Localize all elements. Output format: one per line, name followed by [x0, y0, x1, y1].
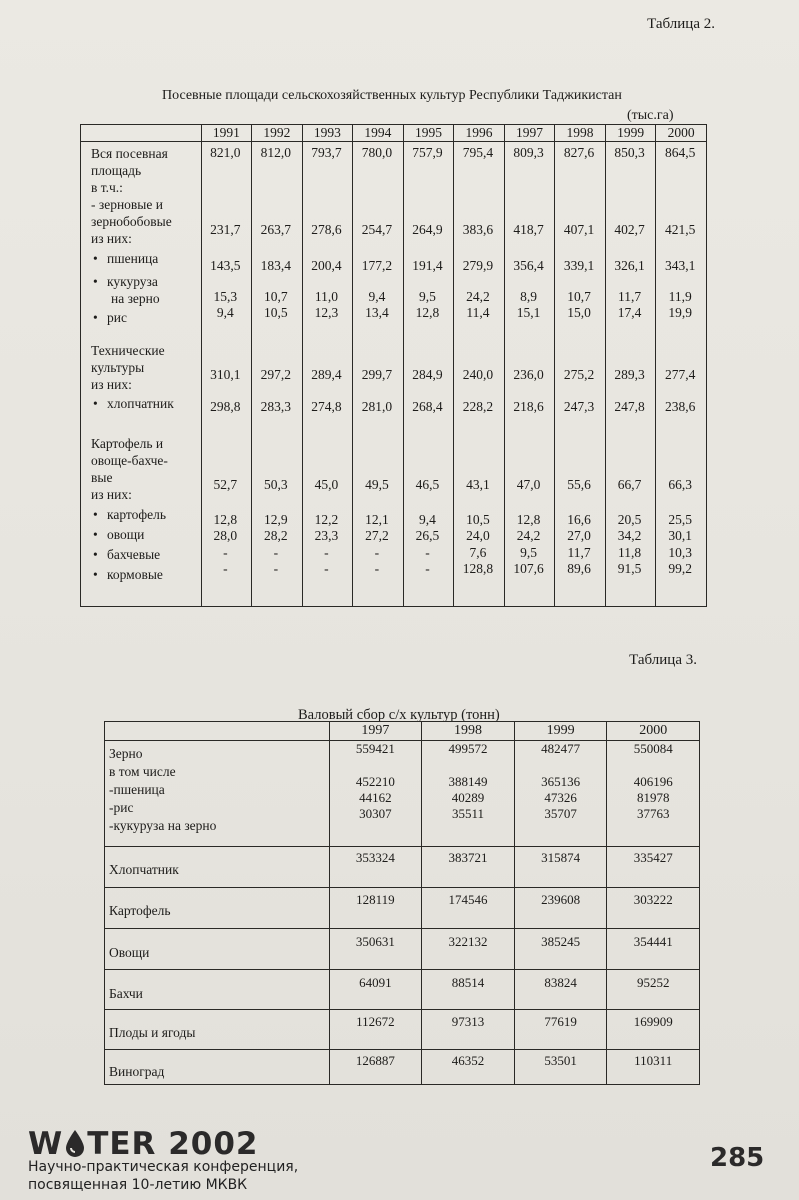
table2-col-1996	[454, 142, 505, 607]
table3-value-cell	[514, 970, 607, 1010]
table2-value: 177,2	[361, 258, 393, 273]
table3-value: 452210	[355, 774, 395, 789]
table2-value: 15,1	[516, 305, 541, 320]
bullet-icon: •	[93, 274, 98, 289]
table2-year-1994: 1994	[353, 125, 404, 142]
table2-value: 11,9	[668, 289, 692, 304]
table3-value-cell	[329, 741, 422, 847]
table2-value: 12,9	[264, 512, 288, 527]
table3-value: 46352	[451, 1053, 485, 1068]
table3-body	[105, 741, 700, 1085]
row-label: культуры	[91, 360, 145, 375]
table2-value: 27,0	[567, 528, 591, 543]
bullet-icon: •	[93, 547, 98, 562]
table2-value: 9,4	[216, 305, 234, 320]
bullet-icon: •	[93, 567, 98, 582]
row-label	[93, 273, 158, 290]
table2-header-row	[81, 125, 707, 142]
table2-value: 9,4	[419, 512, 436, 527]
row-label	[93, 395, 174, 412]
row-label	[93, 250, 158, 267]
row-label-text: бахчевые	[107, 547, 161, 562]
row-label: Вся посевная	[91, 146, 168, 161]
table2-value: 55,6	[567, 477, 591, 492]
table3-value-cell	[422, 888, 515, 929]
row-label-text: хлопчатник	[107, 396, 174, 411]
table2-value: -	[273, 561, 279, 576]
bullet-icon: •	[93, 396, 98, 411]
table2-year-1998: 1998	[555, 125, 606, 142]
table2-value: 278,6	[311, 222, 342, 237]
table3-value: 64091	[359, 975, 392, 990]
table3-label-cell	[105, 1010, 330, 1050]
table3-value-cell	[329, 1010, 422, 1050]
table3-value: 77619	[544, 1014, 577, 1029]
row-label: Картофель и	[91, 436, 164, 451]
row-label: зернобобовые	[91, 214, 172, 229]
row-label: из них:	[91, 487, 132, 502]
table2-value: 279,9	[462, 258, 494, 273]
table2-label-cell	[81, 142, 202, 607]
table2-value: 343,1	[664, 258, 696, 273]
table3-value: 40289	[451, 790, 485, 805]
table3-row	[105, 888, 700, 929]
table2-value: 268,4	[412, 399, 443, 414]
table2-value: 11,8	[618, 545, 642, 560]
table2-value: 247,3	[563, 399, 595, 414]
table2-value: -	[374, 545, 380, 560]
table2-col-1992	[252, 142, 303, 607]
table2-col-2000	[656, 142, 707, 607]
table2-value: 89,6	[567, 561, 591, 576]
table2-year-1995: 1995	[403, 125, 454, 142]
table2-value: 91,5	[617, 561, 642, 576]
row-label	[93, 309, 127, 326]
bullet-icon: •	[93, 310, 98, 325]
table2-value: 183,4	[260, 258, 292, 273]
table2-value: 281,0	[361, 399, 393, 414]
table3-row-label: Виноград	[109, 1064, 165, 1079]
table3-value-cell	[607, 847, 700, 888]
table2-value: 107,6	[513, 561, 544, 576]
row-label-text: овощи	[107, 527, 145, 542]
table3-row	[105, 847, 700, 888]
table2-value: 12,3	[314, 305, 339, 320]
table2-value: 850,3	[614, 145, 645, 160]
table3-value-cell	[329, 1050, 422, 1085]
table2-value: 228,2	[462, 399, 494, 414]
table3-row	[105, 1010, 700, 1050]
table2-value: 24,2	[466, 289, 490, 304]
table3-value-cell	[514, 929, 607, 970]
table3-value-cell	[422, 1050, 515, 1085]
table2-value: 795,4	[462, 145, 494, 160]
table2-value: 793,7	[311, 145, 342, 160]
row-label: вые	[91, 470, 113, 485]
table2-value: 17,4	[617, 305, 642, 320]
table2-value: 407,1	[563, 222, 595, 237]
table2-year-1997: 1997	[504, 125, 555, 142]
table2-value: 28,0	[213, 528, 238, 543]
table2-value: 15,3	[213, 289, 238, 304]
bullet-icon: •	[93, 527, 98, 542]
table2-value: 247,8	[614, 399, 645, 414]
table2-year-2000: 2000	[656, 125, 707, 142]
table3-row	[105, 1050, 700, 1085]
table2-value: 191,4	[412, 258, 443, 273]
table2-value: 11,7	[567, 545, 591, 560]
table3-row	[105, 741, 700, 847]
table3-value-cell	[329, 888, 422, 929]
table2-value: 326,1	[614, 258, 645, 273]
table3-row	[105, 929, 700, 970]
table3-value: 44162	[359, 790, 392, 805]
table3-value: 550084	[633, 741, 673, 756]
footer-conference-line2: посвященная 10-летию МКВК	[28, 1177, 248, 1193]
table2-value: 11,0	[314, 289, 338, 304]
table3-value-cell	[514, 847, 607, 888]
table2-col-1995	[403, 142, 454, 607]
table2-value: 827,6	[563, 145, 595, 160]
table2-value: 143,5	[210, 258, 241, 273]
table2-value: -	[223, 545, 228, 560]
table3-row-label: Овощи	[109, 945, 150, 960]
table3-value: 353324	[355, 850, 395, 865]
table3-value: 383721	[448, 850, 488, 865]
table3-value: 350631	[355, 934, 395, 949]
table2-value: 52,7	[213, 477, 238, 492]
table3-value-cell	[422, 741, 515, 847]
table3-value-cell	[422, 929, 515, 970]
table3-row-label: -пшеница	[109, 782, 165, 797]
table2-value: 12,8	[516, 512, 541, 527]
table2-value: 339,1	[563, 258, 595, 273]
table2-value: -	[324, 561, 329, 576]
table2-value: 277,4	[664, 367, 696, 382]
table2-value: 383,6	[462, 222, 494, 237]
table2-value: 356,4	[513, 258, 544, 273]
table3-value-cell	[329, 847, 422, 888]
table2-col-1999	[605, 142, 656, 607]
table2-value: 45,0	[314, 477, 339, 492]
table3-value-cell	[422, 1010, 515, 1050]
table3-value: 126887	[355, 1053, 395, 1068]
table2-value: 289,3	[614, 367, 645, 382]
table2-value: 809,3	[513, 145, 544, 160]
table2-title: Посевные площади сельскохозяйственных культур Республики Таджикистан	[162, 88, 622, 103]
row-label	[93, 526, 144, 543]
table2-value: -	[223, 561, 228, 576]
table2-value: 310,1	[210, 367, 241, 382]
row-label: - зерновые и	[91, 197, 163, 212]
table2-value: 11,4	[466, 305, 490, 320]
table2-value: 264,9	[412, 222, 443, 237]
table2-value: 8,9	[520, 289, 537, 304]
table3-value: 385245	[541, 934, 581, 949]
table3-value: 169909	[633, 1014, 673, 1029]
table2-col-1997	[504, 142, 555, 607]
row-label: Технические	[91, 343, 165, 358]
table2-value: 418,7	[513, 222, 544, 237]
table2-value: 10,7	[567, 289, 591, 304]
table2-value: 283,3	[260, 399, 292, 414]
table2-col-1994	[353, 142, 404, 607]
table2-value: 30,1	[668, 528, 692, 543]
table2-value: 66,3	[668, 477, 692, 492]
table2-year-1991: 1991	[201, 125, 252, 142]
table2-value: 28,2	[264, 528, 288, 543]
table2-value: 43,1	[466, 477, 490, 492]
table2-col-1998	[555, 142, 606, 607]
logo-text-w: W	[28, 1126, 64, 1162]
table2-value: 275,2	[563, 367, 595, 382]
table3-value: 499572	[448, 741, 488, 756]
table2-value: 402,7	[614, 222, 645, 237]
table2-value: 236,0	[513, 367, 544, 382]
table3-row-label: в том числе	[109, 764, 176, 779]
table3-year-1999: 1999	[514, 722, 607, 741]
table3-row-label: Плоды и ягоды	[109, 1025, 196, 1040]
table3-value: 365136	[541, 774, 581, 789]
table2-value: 49,5	[365, 477, 389, 492]
table2-units: (тыс.га)	[627, 108, 674, 123]
table3-value-cell	[607, 1010, 700, 1050]
water-drop-icon	[63, 1128, 87, 1158]
table3-value: 95252	[636, 975, 670, 990]
row-label: из них:	[91, 377, 132, 392]
row-label: в т.ч.:	[91, 180, 123, 195]
table2-value: 812,0	[260, 145, 292, 160]
table3-title: Валовый сбор с/х культур (тонн)	[298, 707, 500, 723]
table3-label-cell	[105, 1050, 330, 1085]
table2-value: -	[374, 561, 380, 576]
table2-value: 23,3	[314, 528, 339, 543]
table2-value: 12,1	[365, 512, 389, 527]
table3-value: 53501	[544, 1053, 577, 1068]
table3-value: 47326	[544, 790, 577, 805]
bullet-icon: •	[93, 507, 98, 522]
table2-value: 19,9	[668, 305, 692, 320]
table3-value-cell	[607, 970, 700, 1010]
table3-header-row	[105, 722, 700, 741]
table2-value: 12,8	[213, 512, 238, 527]
table2-value: 9,5	[419, 289, 436, 304]
table3-value: 83824	[544, 975, 577, 990]
table2-value: 10,3	[668, 545, 692, 560]
table2-value: 299,7	[361, 367, 393, 382]
table3-value: 81978	[636, 790, 670, 805]
table2-value: 46,5	[415, 477, 440, 492]
table2-value: 297,2	[260, 367, 292, 382]
row-label: из них:	[91, 231, 132, 246]
table3-value: 239608	[541, 892, 581, 907]
table3-row-label: Бахчи	[109, 986, 143, 1001]
row-label-text: кукуруза	[107, 274, 158, 289]
row-label: на зерно	[111, 291, 160, 306]
row-label: площадь	[91, 163, 142, 178]
table2-value: 780,0	[361, 145, 393, 160]
table2-value: 50,3	[264, 477, 288, 492]
table3-year-1998: 1998	[422, 722, 515, 741]
table3-value-cell	[607, 1050, 700, 1085]
table3-value: 303222	[633, 892, 673, 907]
table2-value: 263,7	[260, 222, 292, 237]
table3-row-label: Зерно	[109, 746, 143, 761]
table3-value: 388149	[448, 774, 488, 789]
table3-value: 559421	[355, 741, 395, 756]
table3-row-label: Хлопчатник	[109, 862, 179, 877]
table2-value: 24,0	[466, 528, 490, 543]
table2-value: 24,2	[516, 528, 541, 543]
row-label	[93, 566, 163, 583]
table2-value: -	[425, 545, 430, 560]
table3-label-cell	[105, 970, 330, 1010]
table2-value: 128,8	[462, 561, 494, 576]
table3-value: 35707	[544, 806, 577, 821]
table2-value: 200,4	[311, 258, 342, 273]
table3-header-blank	[105, 722, 330, 741]
table2-value: -	[425, 561, 430, 576]
table3-value: 128119	[356, 892, 395, 907]
table3-value-cell	[329, 929, 422, 970]
table2-value: 10,5	[264, 305, 288, 320]
table2-value: 218,6	[513, 399, 544, 414]
table3-row	[105, 970, 700, 1010]
table3-value: 110311	[634, 1053, 673, 1068]
table3-value: 335427	[633, 850, 673, 865]
water-2002-logo	[28, 1126, 258, 1162]
table2-value: 421,5	[664, 222, 696, 237]
table3-value: 315874	[541, 850, 581, 865]
row-label-text: рис	[107, 310, 127, 325]
table3-value-cell	[607, 888, 700, 929]
logo-text-ter: TER 2002	[87, 1126, 259, 1162]
table3-value-cell	[607, 929, 700, 970]
table3-value-cell	[329, 970, 422, 1010]
table2-year-1993: 1993	[302, 125, 353, 142]
table3-row-label: -рис	[109, 800, 134, 815]
table2-body-row	[81, 142, 707, 607]
row-label-text: пшеница	[107, 251, 159, 266]
table2-col-1991	[201, 142, 252, 607]
table2-value: 231,7	[210, 222, 241, 237]
bullet-icon: •	[93, 251, 98, 266]
table2-value: 9,4	[368, 289, 386, 304]
table3-value: 354441	[633, 934, 673, 949]
table3-value-cell	[514, 741, 607, 847]
table3-label-cell	[105, 929, 330, 970]
table2-value: 13,4	[365, 305, 389, 320]
table3-value: 406196	[633, 774, 673, 789]
table3-value-cell	[422, 847, 515, 888]
table3-value-cell	[514, 888, 607, 929]
table3-value: 112672	[356, 1014, 395, 1029]
table2-year-1996: 1996	[454, 125, 505, 142]
table2-value: 12,8	[415, 305, 440, 320]
table2-col-1993	[302, 142, 353, 607]
table2-year-1992: 1992	[252, 125, 303, 142]
table3-label-cell	[105, 741, 330, 847]
table2-header-blank	[81, 125, 202, 142]
table2-value: 47,0	[516, 477, 541, 492]
table2-value: 10,5	[466, 512, 490, 527]
table2-label: Таблица 2.	[647, 16, 715, 32]
footer-conference-line1: Научно-практическая конференция,	[28, 1159, 299, 1175]
table3-value: 97313	[451, 1014, 485, 1029]
table3-value-cell	[514, 1050, 607, 1085]
table2-value: 284,9	[412, 367, 443, 382]
table3-value-cell	[514, 1010, 607, 1050]
table2-value: 254,7	[361, 222, 393, 237]
table3-value: 322132	[448, 934, 488, 949]
table3-value-cell	[607, 741, 700, 847]
table2-value: 27,2	[365, 528, 389, 543]
table2-value: 9,5	[520, 545, 537, 560]
table2-value: 238,6	[664, 399, 696, 414]
table3-row-label: Картофель	[109, 903, 171, 918]
table2-value: 10,7	[264, 289, 288, 304]
table2-value: 7,6	[469, 545, 487, 560]
table3-year-1997: 1997	[329, 722, 422, 741]
table3-value: 88514	[451, 975, 485, 990]
row-label-text: картофель	[107, 507, 167, 522]
table3-gross-harvest	[104, 721, 700, 1085]
table2-value: 821,0	[210, 145, 241, 160]
table2-value: 99,2	[668, 561, 692, 576]
table2-value: 757,9	[412, 145, 443, 160]
table3-row-label: -кукуруза на зерно	[109, 818, 217, 833]
table2-value: 34,2	[617, 528, 642, 543]
table2-value: 20,5	[617, 512, 642, 527]
table3-year-2000: 2000	[607, 722, 700, 741]
table2-value: 15,0	[567, 305, 591, 320]
table3-value: 37763	[636, 806, 670, 821]
table3-value: 174546	[448, 892, 488, 907]
table2-value: 240,0	[462, 367, 494, 382]
row-label	[93, 546, 160, 563]
table2-value: 298,8	[210, 399, 241, 414]
table2-value: 16,6	[567, 512, 591, 527]
table2-value: 26,5	[415, 528, 440, 543]
table3-label: Таблица 3.	[629, 652, 697, 668]
table3-value: 482477	[541, 741, 581, 756]
table2-value: 66,7	[617, 477, 642, 492]
table2-sown-areas	[80, 124, 707, 607]
table3-value: 30307	[359, 806, 392, 821]
row-label: овоще-бахче-	[91, 453, 168, 468]
table2-year-1999: 1999	[605, 125, 656, 142]
row-label	[93, 506, 166, 523]
row-label-text: кормовые	[107, 567, 163, 582]
table3-value: 35511	[451, 806, 484, 821]
page-number: 285	[710, 1143, 765, 1173]
table2-value: 12,2	[314, 512, 339, 527]
table2-value: 274,8	[311, 399, 342, 414]
table2-value: -	[273, 545, 279, 560]
table3-label-cell	[105, 888, 330, 929]
table2-value: 25,5	[668, 512, 692, 527]
table2-value: 864,5	[664, 145, 696, 160]
table3-value-cell	[422, 970, 515, 1010]
table3-label-cell	[105, 847, 330, 888]
table2-value: -	[324, 545, 329, 560]
table2-value: 11,7	[618, 289, 642, 304]
table2-value: 289,4	[311, 367, 342, 382]
